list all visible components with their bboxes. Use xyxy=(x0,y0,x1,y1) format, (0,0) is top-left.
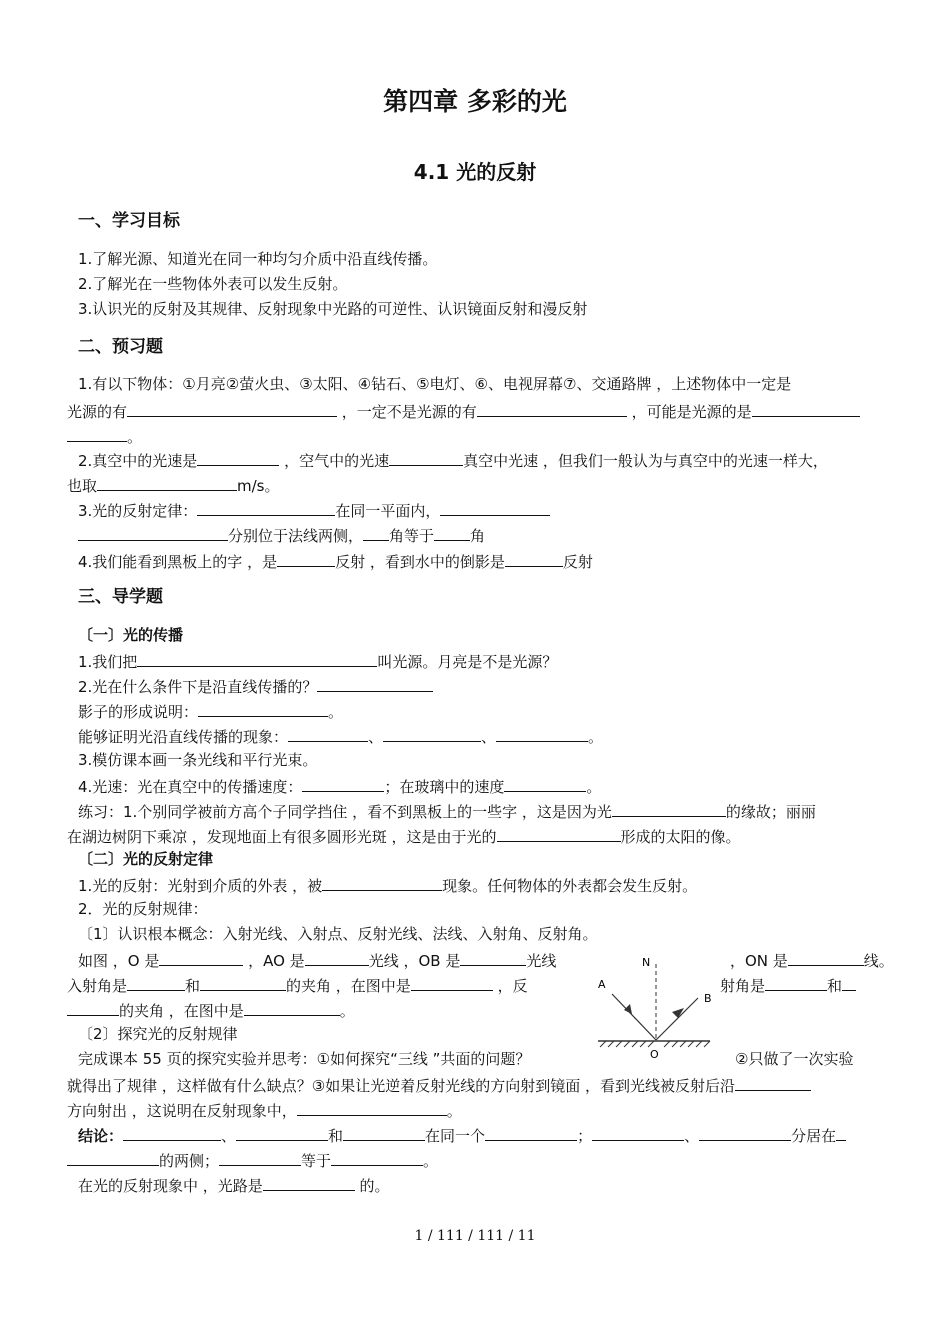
text: ，ON 是 xyxy=(730,952,788,970)
text: 。 xyxy=(586,778,602,796)
reflection-l7: 〔2〕探究光的反射规律 xyxy=(78,1025,238,1043)
text: 2.真空中的光速是 xyxy=(78,452,198,470)
propagation-l6 xyxy=(78,775,601,797)
text: m/s。 xyxy=(237,477,280,495)
reflection-l4a xyxy=(78,949,556,971)
blank[interactable] xyxy=(137,650,377,667)
blank[interactable] xyxy=(197,449,279,466)
heading-preview: 二、预习题 xyxy=(78,337,163,357)
reflection-l13 xyxy=(78,1174,390,1196)
text: 练习：1.个别同学被前方高个子同学挡住 ，看不到黑板上的一些字 ，这是因为光 xyxy=(78,803,612,821)
blank[interactable] xyxy=(244,999,340,1016)
text: 如图 ，O 是 xyxy=(78,952,160,970)
text: 。 xyxy=(127,428,143,446)
propagation-l1 xyxy=(78,650,557,672)
blank[interactable] xyxy=(505,550,563,567)
blank[interactable] xyxy=(127,400,337,417)
incident-arrow-icon xyxy=(624,1004,632,1014)
reflection-l9 xyxy=(67,1074,811,1096)
text: 射角是 xyxy=(720,977,766,995)
text: ； xyxy=(577,1127,593,1145)
text: 1.我们把 xyxy=(78,653,138,671)
label-a: A xyxy=(598,978,606,991)
text: ，AO 是 xyxy=(243,952,305,970)
blank[interactable] xyxy=(127,974,185,991)
blank[interactable] xyxy=(477,400,627,417)
blank[interactable] xyxy=(411,974,493,991)
text: 现象。任何物体的外表都会发生反射。 xyxy=(442,877,698,895)
reflected-ray xyxy=(656,998,698,1040)
reflection-diagram xyxy=(592,950,712,1060)
blank[interactable] xyxy=(305,949,369,966)
text: 的缘故；丽丽 xyxy=(725,803,816,821)
text: 在湖边树阴下乘凉 ，发现地面上有很多圆形光斑 ，这是由于光的 xyxy=(67,828,497,846)
heading-objectives: 一、学习目标 xyxy=(78,211,180,231)
blank[interactable] xyxy=(496,725,588,742)
text: 。 xyxy=(423,1152,439,1170)
text: 和 xyxy=(827,977,843,995)
blank[interactable] xyxy=(159,949,243,966)
blank[interactable] xyxy=(198,700,328,717)
text: 就得出了规律 ，这样做有什么缺点？③如果让光逆着反射光线的方向射到镜面 ，看到光线被反射后沿 xyxy=(67,1077,735,1095)
blank[interactable] xyxy=(200,974,286,991)
text: ，一定不是光源的有 xyxy=(337,403,477,421)
text: 、 xyxy=(368,728,384,746)
text: 线。 xyxy=(863,952,894,970)
heading-guided: 三、导学题 xyxy=(78,587,163,607)
heading-propagation: 〔一〕光的传播 xyxy=(78,626,184,644)
text: 结论： xyxy=(78,1127,124,1145)
blank[interactable] xyxy=(592,1124,684,1141)
text: 在同一个 xyxy=(425,1127,486,1145)
reflection-l5a xyxy=(67,974,528,996)
label-n: N xyxy=(642,956,651,969)
label-o: O xyxy=(650,1048,659,1060)
chapter-title: 第四章 多彩的光 xyxy=(383,87,567,116)
blank[interactable] xyxy=(67,999,119,1016)
blank[interactable] xyxy=(331,1149,423,1166)
preview-q1-line3 xyxy=(67,425,142,447)
blank[interactable] xyxy=(389,449,463,466)
text: 光线 xyxy=(526,952,557,970)
heading-reflection-law: 〔二〕光的反射定律 xyxy=(78,850,214,868)
text: 4.光速：光在真空中的传播速度： xyxy=(78,778,303,796)
text: 、 xyxy=(481,728,497,746)
blank[interactable] xyxy=(67,425,127,442)
text: 的两侧； xyxy=(159,1152,220,1170)
label-b: B xyxy=(704,992,712,1005)
text: 。 xyxy=(588,728,604,746)
text: 分别位于法线两侧， xyxy=(228,527,364,545)
blank[interactable] xyxy=(434,524,470,541)
propagation-l2 xyxy=(78,675,433,697)
text: 等于 xyxy=(301,1152,332,1170)
reflection-l1 xyxy=(78,874,697,896)
propagation-l5: 3.模仿课本画一条光线和平行光束。 xyxy=(78,751,318,769)
text: ，可能是光源的是 xyxy=(626,403,752,421)
incident-ray xyxy=(612,994,656,1040)
text: 也取 xyxy=(67,477,98,495)
propagation-l8 xyxy=(67,825,741,847)
text: 角 xyxy=(470,527,486,545)
blank[interactable] xyxy=(317,675,433,692)
text: 影子的形成说明： xyxy=(78,703,199,721)
blank[interactable] xyxy=(440,499,550,516)
text: 。 xyxy=(328,703,344,721)
preview-q3-line1 xyxy=(78,499,550,521)
reflection-l12 xyxy=(67,1149,438,1171)
text: 的夹角 ，在图中是 xyxy=(286,977,411,995)
objective-3: 3.认识光的反射及其规律、反射现象中光路的可逆性、认识镜面反射和漫反射 xyxy=(78,300,588,318)
text: 、 xyxy=(221,1127,237,1145)
text: ，空气中的光速 xyxy=(279,452,390,470)
blank[interactable] xyxy=(197,499,335,516)
blank[interactable] xyxy=(263,1174,355,1191)
reflection-l8a: 完成课本 55 页的探究实验并思考：①如何探究“三线 ”共面的问题？ xyxy=(78,1050,531,1068)
text: 光线 ，OB 是 xyxy=(368,952,461,970)
text: 形成的太阳的像。 xyxy=(620,828,741,846)
reflection-l6 xyxy=(67,999,355,1021)
objective-2: 2.了解光在一些物体外表可以发生反射。 xyxy=(78,275,348,293)
blank[interactable] xyxy=(363,524,389,541)
mirror-hatching xyxy=(600,1041,710,1047)
propagation-l7 xyxy=(78,800,816,822)
blank[interactable] xyxy=(67,1149,159,1166)
blank[interactable] xyxy=(343,1124,425,1141)
propagation-l3 xyxy=(78,700,343,722)
preview-q4 xyxy=(78,550,593,572)
blank[interactable] xyxy=(383,725,481,742)
blank[interactable] xyxy=(485,1124,577,1141)
reflection-l2: 2．光的反射规律： xyxy=(78,900,208,918)
propagation-l4 xyxy=(78,725,603,747)
blank[interactable] xyxy=(504,775,586,792)
section-title: 4.1 光的反射 xyxy=(413,160,537,184)
blank[interactable] xyxy=(735,1074,811,1091)
text: 和 xyxy=(185,977,201,995)
text: 。 xyxy=(339,1002,355,1020)
blank[interactable] xyxy=(123,1124,221,1141)
blank[interactable] xyxy=(842,974,856,991)
reflection-l5b xyxy=(720,974,856,996)
preview-q2-line2 xyxy=(67,474,280,496)
blank[interactable] xyxy=(699,1124,791,1141)
blank[interactable] xyxy=(322,874,442,891)
preview-q3-line2 xyxy=(78,524,485,546)
text: 。 xyxy=(446,1102,462,1120)
reflection-conclusion xyxy=(78,1124,846,1146)
blank[interactable] xyxy=(302,775,384,792)
preview-q1-line1: 1.有以下物体：①月亮②萤火虫、③太阳、④钻石、⑤电灯、⑥、电视屏幕⑦、交通路牌 ，上述物体中一定是 xyxy=(78,375,792,393)
page-number: 1 / 111 / 111 / 11 xyxy=(414,1228,536,1244)
reflection-l8b: ②只做了一次实验 xyxy=(735,1050,854,1068)
blank[interactable] xyxy=(236,1124,328,1141)
blank[interactable] xyxy=(460,949,526,966)
text: 分居在 xyxy=(791,1127,837,1145)
text: 3.光的反射定律： xyxy=(78,502,198,520)
text: 的夹角 ，在图中是 xyxy=(119,1002,244,1020)
text: 和 xyxy=(328,1127,344,1145)
blank[interactable] xyxy=(297,1099,447,1116)
blank[interactable] xyxy=(78,524,228,541)
blank[interactable] xyxy=(97,474,237,491)
preview-q2-line1 xyxy=(78,449,828,471)
text: 4.我们能看到黑板上的字 ，是 xyxy=(78,553,278,571)
blank[interactable] xyxy=(219,1149,301,1166)
text: 方向射出 ，这说明在反射现象中， xyxy=(67,1102,297,1120)
blank[interactable] xyxy=(612,800,726,817)
blank[interactable] xyxy=(288,725,368,742)
text: 在同一平面内， xyxy=(335,502,441,520)
text: 反射 xyxy=(562,553,593,571)
objective-1: 1.了解光源、知道光在同一种均匀介质中沿直线传播。 xyxy=(78,250,438,268)
preview-q1-line2 xyxy=(67,400,860,422)
reflection-l3: 〔1〕认识根本概念：入射光线、入射点、反射光线、法线、入射角、反射角。 xyxy=(78,925,598,943)
text: 能够证明光沿直线传播的现象： xyxy=(78,728,289,746)
blank[interactable] xyxy=(497,825,621,842)
blank[interactable] xyxy=(277,550,335,567)
blank[interactable] xyxy=(765,974,827,991)
blank[interactable] xyxy=(836,1124,846,1141)
text: ，反 xyxy=(492,977,528,995)
text: 光源的有 xyxy=(67,403,128,421)
text: 真空中光速 ，但我们一般认为与真空中的光速一样大， xyxy=(463,452,828,470)
text: 叫光源。月亮是不是光源？ xyxy=(377,653,558,671)
text: 入射角是 xyxy=(67,977,128,995)
text: 、 xyxy=(684,1127,700,1145)
text: 的。 xyxy=(354,1177,390,1195)
blank[interactable] xyxy=(752,400,860,417)
text: 反射 ，看到水中的倒影是 xyxy=(335,553,505,571)
text: ；在玻璃中的速度 xyxy=(384,778,505,796)
reflection-l10 xyxy=(67,1099,462,1121)
blank[interactable] xyxy=(788,949,864,966)
text: 1.光的反射：光射到介质的外表 ，被 xyxy=(78,877,323,895)
reflection-l4b xyxy=(730,949,894,971)
text: 2.光在什么条件下是沿直线传播的？ xyxy=(78,678,318,696)
text: 在光的反射现象中 ，光路是 xyxy=(78,1177,263,1195)
text: 角等于 xyxy=(389,527,435,545)
